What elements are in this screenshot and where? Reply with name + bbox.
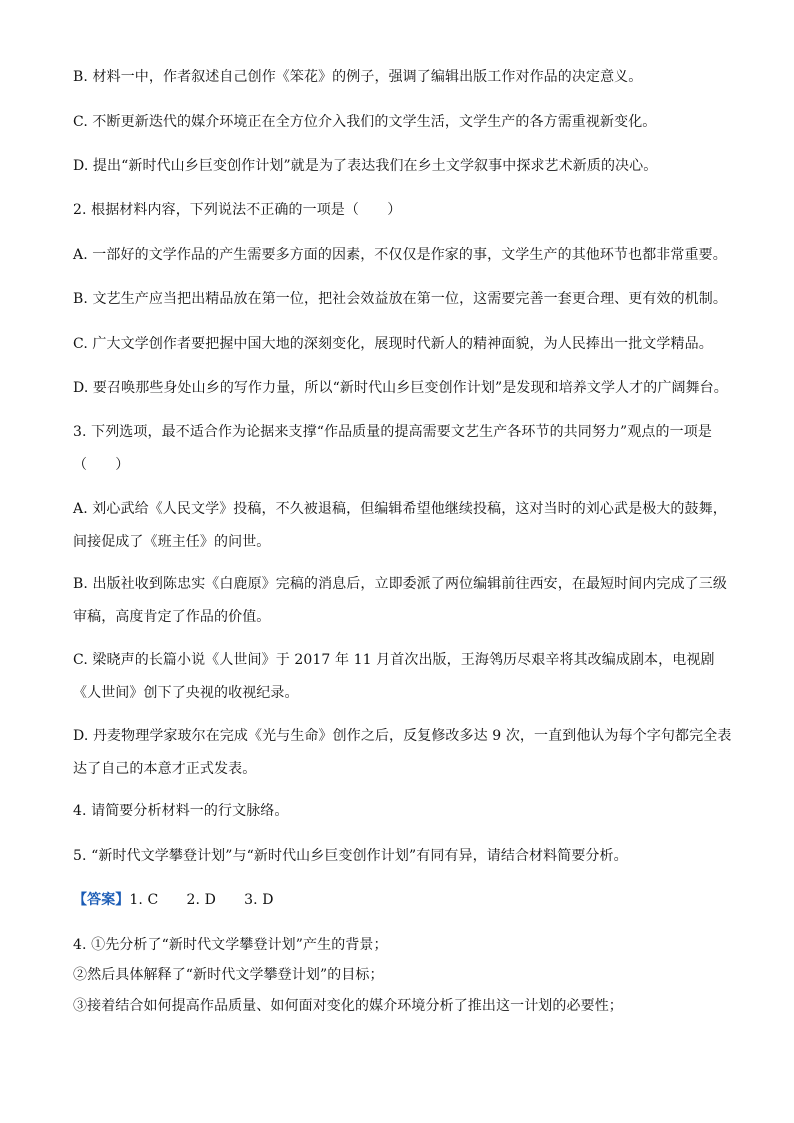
question-4: 4. 请简要分析材料一的行文脉络。 xyxy=(73,803,289,819)
option-c-q1: C. 不断更新迭代的媒介环境正在全方位介入我们的文学生活，文学生产的各方需重视新变化。 xyxy=(73,114,657,130)
option-a-q2: A. 一部好的文学作品的产生需要多方面的因素，不仅仅是作家的事，文学生产的其他环节也都非常重要。 xyxy=(73,247,727,263)
question-3: 3. 下列选项，最不适合作为论据来支撑“作品质量的提高需要文艺生产各环节的共同努力”观点的一项是（ ） xyxy=(73,424,712,473)
answer-4-point-2: ②然后具体解释了“新时代文学攀登计划”的目标； xyxy=(73,967,384,983)
option-c-q2: C. 广大文学创作者要把握中国大地的深刻变化，展现时代新人的精神面貌，为人民捧出一批文学精品。 xyxy=(73,336,713,352)
option-d-q2: D. 要召唤那些身处山乡的写作力量，所以“新时代山乡巨变创作计划”是发现和培养文学人才的广阔舞台。 xyxy=(73,380,728,396)
option-b-q2: B. 文艺生产应当把出精品放在第一位，把社会效益放在第一位，这需要完善一套更合理、更有效的机制。 xyxy=(73,291,727,307)
answer-text: 1. C 2. D 3. D xyxy=(129,892,274,908)
answer-4-point-3: ③接着结合如何提高作品质量、如何面对变化的媒介环境分析了推出这一计划的必要性； xyxy=(73,998,623,1014)
answer-label: 【答案】 xyxy=(73,892,130,908)
option-b-q3: B. 出版社收到陈忠实《白鹿原》完稿的消息后，立即委派了两位编辑前往西安，在最短时间内完成了三级审稿，高度肯定了作品的价值。 xyxy=(73,576,727,625)
option-d-q1: D. 提出“新时代山乡巨变创作计划”就是为了表达我们在乡土文学叙事中探求艺术新质的决心。 xyxy=(73,158,658,174)
question-2: 2. 根据材料内容，下列说法不正确的一项是（ ） xyxy=(73,202,402,218)
option-d-q3: D. 丹麦物理学家玻尔在完成《光与生命》创作之后，反复修改多达 9 次，一直到他认为每个字句都完全表达了自己的本意才正式发表。 xyxy=(73,728,732,777)
option-b-q1: B. 材料一中，作者叙述自己创作《笨花》的例子，强调了编辑出版工作对作品的决定意义。 xyxy=(73,69,643,85)
answer-4-point-1: 4. ①先分析了“新时代文学攀登计划”产生的背景； xyxy=(73,937,388,953)
option-a-q3: A. 刘心武给《人民文学》投稿，不久被退稿，但编辑希望他继续投稿，这对当时的刘心武是极大的鼓舞，间接促成了《班主任》的问世。 xyxy=(73,501,727,550)
option-c-q3: C. 梁晓声的长篇小说《人世间》于 2017 年 11 月首次出版，王海鸰历尽艰辛将其改编成剧本，电视剧《人世间》创下了央视的收视纪录。 xyxy=(73,652,715,701)
answer-line xyxy=(73,890,733,910)
question-5: 5. “新时代文学攀登计划”与“新时代山乡巨变创作计划”有同有异，请结合材料简要分析。 xyxy=(73,848,628,864)
